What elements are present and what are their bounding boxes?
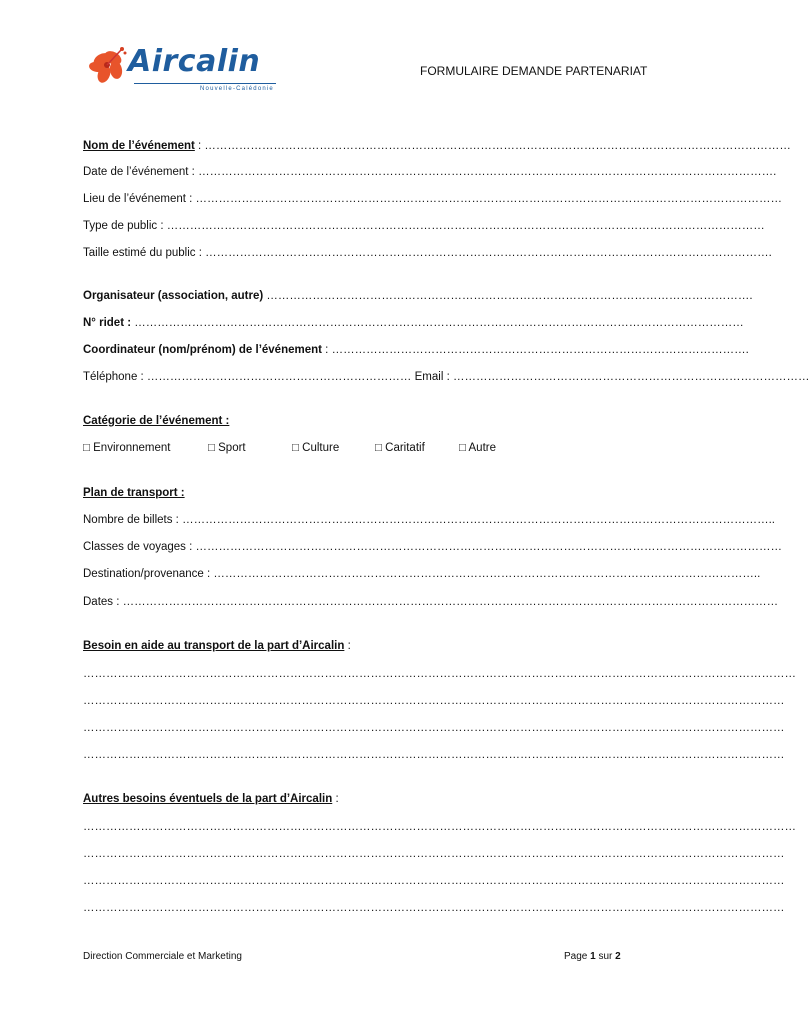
public-size-field[interactable]: Taille estimé du public : …………………………………………………………………………………………………………………………………. [83, 247, 772, 259]
public-type-field[interactable]: Type de public : ………………………………………………………………………………………………………………………………………… [83, 220, 765, 232]
phone-email-field[interactable]: Téléphone : …………………………………………………………… Email : ………………………………………………………………………………… [83, 371, 809, 383]
other-title [83, 793, 339, 805]
page-middle: sur [595, 951, 616, 962]
organizer-label: Organisateur (association, autre) [83, 290, 264, 302]
category-option-caritatif[interactable]: □ Caritatif [375, 442, 425, 454]
other-title-suffix: : [332, 793, 339, 805]
category-option-autre[interactable]: □ Autre [459, 442, 496, 454]
other-title-text: Autres besoins éventuels de la part d’Aircalin [83, 793, 333, 805]
aid-line-4[interactable]: ………………………………………………………………………………………………………………………………………………………………… [83, 749, 785, 761]
event-date-field[interactable]: Date de l’événement : ……………………………………………………………………………………………………………………………………. [83, 166, 777, 178]
ridet-field[interactable] [83, 317, 744, 329]
page-current: 1 [590, 951, 596, 962]
coordinator-dots: : ………………………………………………………………………………………………. [321, 344, 749, 356]
transport-title-text: Plan de transport : [83, 487, 185, 499]
ridet-label: N° ridet : [83, 317, 132, 329]
category-title-text: Catégorie de l’événement : [83, 415, 230, 427]
transport-title [83, 487, 185, 499]
aircalin-logo [88, 44, 288, 100]
other-line-2[interactable]: ………………………………………………………………………………………………………………………………………………………………… [83, 848, 785, 860]
event-name-dots: : ……………………………………………………………………………………………………………………………………… [194, 140, 791, 152]
organizer-field[interactable] [83, 290, 753, 302]
aid-line-1[interactable]: …………………………………………………………………………………………………………………………………………………………………… [83, 668, 796, 680]
page-total: 2 [615, 951, 621, 962]
category-option-culture[interactable]: □ Culture [292, 442, 340, 454]
coordinator-label: Coordinateur (nom/prénom) de l’événement [83, 344, 322, 356]
coordinator-field[interactable] [83, 344, 749, 356]
destination-field[interactable]: Destination/provenance : …………………………………………………………………………………………………………………………….. [83, 568, 761, 580]
form-title: FORMULAIRE DEMANDE PARTENARIAT [420, 64, 648, 78]
other-line-4[interactable]: ………………………………………………………………………………………………………………………………………………………………… [83, 902, 785, 914]
event-name-field[interactable] [83, 140, 791, 152]
aid-line-3[interactable]: ………………………………………………………………………………………………………………………………………………………………… [83, 722, 785, 734]
dates-field[interactable]: Dates : ……………………………………………………………………………………………………………………………………………………… [83, 596, 779, 608]
classes-field[interactable]: Classes de voyages : ……………………………………………………………………………………………………………………………………… [83, 541, 783, 553]
page-prefix: Page [564, 951, 591, 962]
hibiscus-flower-icon [88, 44, 132, 92]
footer-department: Direction Commerciale et Marketing [83, 951, 242, 962]
brand-wordmark: Aircalin [128, 44, 261, 79]
page-number [564, 951, 621, 962]
tickets-field[interactable]: Nombre de billets : ……………………………………………………………………………………………………………………………………….. [83, 514, 775, 526]
logo-tagline: Nouvelle-Calédonie [200, 86, 274, 92]
logo-divider [134, 83, 276, 84]
aid-title-suffix: : [344, 640, 351, 652]
event-place-field[interactable]: Lieu de l’événement : ……………………………………………………………………………………………………………………………………… [83, 193, 783, 205]
aid-title [83, 640, 351, 652]
other-line-1[interactable]: …………………………………………………………………………………………………………………………………………………………………… [83, 821, 796, 833]
category-option-environnement[interactable]: □ Environnement [83, 442, 171, 454]
aid-line-2[interactable]: ………………………………………………………………………………………………………………………………………………………………… [83, 695, 785, 707]
aid-title-text: Besoin en aide au transport de la part d’Aircalin [83, 640, 345, 652]
organizer-dots: ………………………………………………………………………………………………………………. [263, 290, 753, 302]
category-option-sport[interactable]: □ Sport [208, 442, 246, 454]
event-name-label: Nom de l’événement [83, 140, 195, 152]
other-line-3[interactable]: ………………………………………………………………………………………………………………………………………………………………… [83, 875, 785, 887]
ridet-dots: …………………………………………………………………………………………………………………………………………… [131, 317, 744, 329]
category-title [83, 415, 229, 427]
